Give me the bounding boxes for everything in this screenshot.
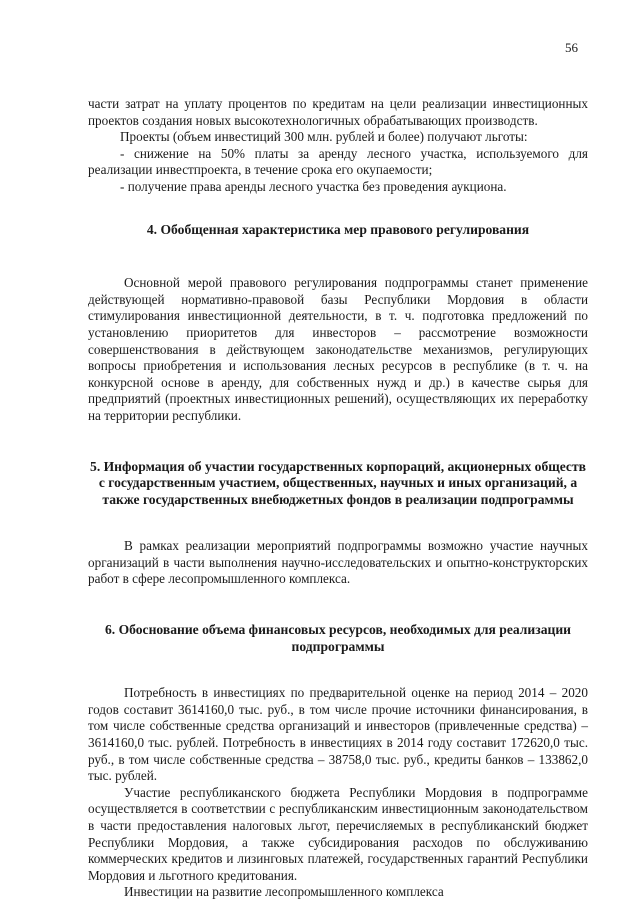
- document-body: [88, 96, 588, 901]
- intro-bullet-no-auction: - получение права аренды лесного участка без проведения аукциона.: [120, 178, 507, 194]
- section-5-paragraph: В рамках реализации мероприятий подпрограммы возможно участие научных организаций в части выполнения научно-исследовательских и опытно-конструкторских работ в сфере лесопромышленного комплекса.: [88, 538, 588, 587]
- section-6-paragraph-budget: Участие республиканского бюджета Республики Мордовия в подпрограмме осуществляется в соответствии с республиканским инвестиционным законодательством в части предоставления налоговых льгот, перечисляемых в республиканский бюджет Республики Мордовия, а также субсидирования расходов по обслуживанию коммерческих кредитов и лизинговых платежей, государственных гарантий Республики Мордовия и льготного кредитования.: [88, 784, 588, 883]
- section-6-heading: 6. Обоснование объема финансовых ресурсов, необходимых для реализации подпрограммы: [104, 622, 572, 654]
- section-4-heading: 4. Обобщенная характеристика мер правового регулирования: [146, 221, 530, 237]
- intro-bullet-rent-discount: - снижение на 50% платы за аренду лесного участка, используемого для реализации инвестпроекта, в течение срока его окупаемости;: [88, 145, 588, 178]
- section-6-paragraph-continued: Инвестиции на развитие лесопромышленного комплекса: [124, 884, 444, 900]
- section-6-paragraph-investment: Потребность в инвестициях по предварительной оценке на период 2014 – 2020 годов составит 3614160,0 тыс. руб., в том числе прочие источники финансирования, в том числе собственные средства организаций и инвесторов (привлеченные средства) – 3614160,0 тыс. рублей. Потребность в инвестициях в 2014 году составит 172620,0 тыс. руб., в том числе собственные средства – 38758,0 тыс. руб., кредиты банков – 133862,0 тыс. рублей.: [88, 685, 588, 784]
- page-number: 56: [565, 40, 578, 55]
- section-5-heading: 5. Информация об участии государственных корпораций, акционерных обществ с государственным участием, общественных, научных и иных организаций, а также государственных внебюджетных фондов в реализации подпрограммы: [90, 458, 586, 507]
- intro-benefits-paragraph: Проекты (объем инвестиций 300 млн. рублей и более) получают льготы:: [120, 129, 528, 145]
- intro-paragraph: части затрат на уплату процентов по кредитам на цели реализации инвестиционных проектов создания новых высокотехнологичных обрабатывающих производств.: [88, 96, 588, 128]
- section-4-paragraph: Основной мерой правового регулирования подпрограммы станет применение действующей нормативно-правовой базы Республики Мордовия в области стимулирования инвестиционной деятельности, в т. ч. подготовка предложений по установлению приоритетов для инвесторов – рассмотрение возможности совершенствования в действующем законодательстве механизмов, регулирующих вопросы приобретения и использования лесных ресурсов в республике (в т. ч. на конкурсной основе в аренду, для собственных нужд и др.) в качестве сырья для предприятий (проектных инвестиционных решений), осуществляющих их переработку на территории республики.: [88, 275, 588, 423]
